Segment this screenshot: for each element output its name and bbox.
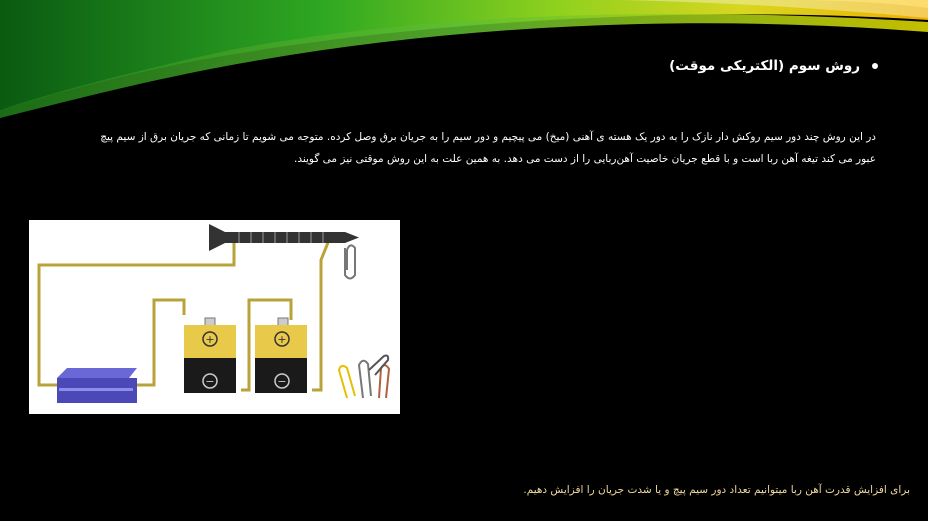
paperclip-icon — [345, 245, 355, 278]
bullet-icon — [872, 63, 878, 69]
battery-right-plus: + — [277, 333, 287, 346]
slide-footer-note: برای افزایش قدرت آهن ربا میتوانیم تعداد دور سیم پیچ و یا شدت جریان را افزایش دهیم. — [523, 484, 910, 496]
battery-right-icon — [255, 318, 307, 393]
battery-left-plus: + — [205, 333, 215, 346]
slide-paragraph — [58, 126, 876, 170]
loose-paperclips-icon — [339, 356, 389, 399]
battery-right-minus: − — [277, 375, 287, 388]
heading-row — [669, 58, 878, 74]
switch-icon — [57, 368, 137, 403]
battery-left-icon — [184, 318, 236, 393]
battery-left-minus: − — [205, 375, 215, 388]
electromagnet-diagram — [29, 220, 400, 414]
slide-heading: روش سوم (الکتریکی موقت) — [669, 58, 860, 74]
paragraph-line-2: عبور می کند تیغه آهن ربا است و با قطع جریان خاصیت آهن‌ربایی را از دست می دهد. به همین علت به این روش موقتی نیز می گویند. — [293, 153, 876, 165]
nail-icon — [209, 224, 359, 251]
paragraph-line-1: در این روش چند دور سیم روکش دار نازک را به دور یک هسته ی آهنی (میخ) می پیچیم و دور سیم را به جریان برق وصل کرده. متوجه می شویم تا زمانی که جریان برق از سیم پیچ — [100, 131, 876, 143]
